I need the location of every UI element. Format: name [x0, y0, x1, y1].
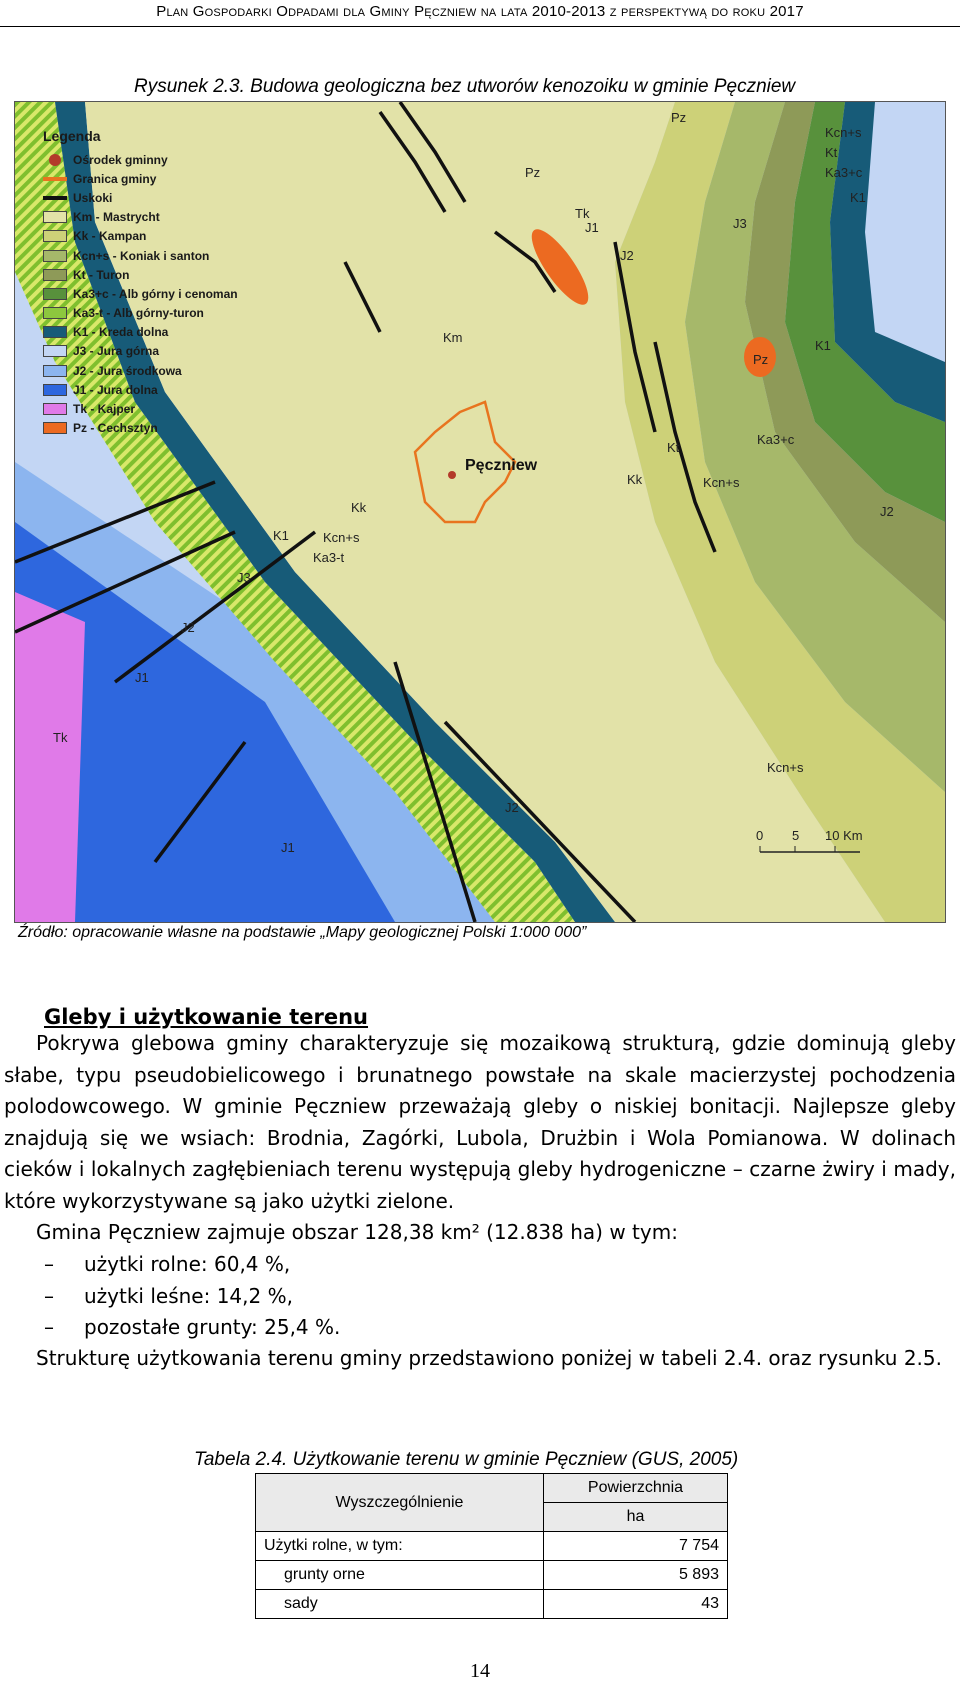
legend-label: J3 - Jura górna [73, 344, 160, 359]
legend-item [43, 246, 238, 265]
header-area: Powierzchnia [544, 1474, 728, 1503]
figure-source: Źródło: opracowanie własne na podstawie „Mapy geologicznej Polski 1:000 000” [18, 924, 587, 941]
row-label: grunty orne [256, 1561, 544, 1590]
map-label: J3 [237, 570, 251, 585]
map-label: Kcn+s [323, 530, 360, 545]
map-label: K1 [273, 528, 289, 543]
header-unit: ha [544, 1503, 728, 1532]
legend-label: Km - Mastrycht [73, 210, 160, 225]
legend-item [43, 399, 238, 418]
legend-swatch [43, 250, 67, 262]
legend-item [43, 284, 238, 303]
map-label: Pz [671, 110, 687, 125]
map-label: J1 [135, 670, 149, 685]
scale-tick: 5 [792, 828, 800, 843]
legend-title: Legenda [43, 128, 101, 144]
map-label: J1 [281, 840, 295, 855]
legend-swatch [43, 365, 67, 377]
header-description: Wyszczególnienie [256, 1474, 544, 1532]
legend-item [43, 169, 238, 188]
map-label: Pz [525, 165, 541, 180]
scale-tick: 0 [756, 828, 764, 843]
legend-swatch [43, 345, 67, 357]
row-label: sady [256, 1590, 544, 1619]
legend-item [43, 150, 238, 169]
legend-item [43, 188, 238, 207]
list-item-text: pozostałe grunty: 25,4 %. [84, 1315, 341, 1339]
legend-swatch [43, 307, 67, 319]
geological-map [14, 101, 946, 923]
map-label: Kk [351, 500, 367, 515]
page-number: 14 [470, 1660, 490, 1682]
map-label: J3 [733, 216, 747, 231]
legend-label: Ośrodek gminny [73, 152, 168, 167]
list-dash: – [44, 1252, 54, 1276]
legend-label: Kt - Turon [73, 267, 130, 282]
legend-label: K1 - Kreda dolna [73, 325, 169, 340]
table-row [256, 1532, 728, 1561]
map-label: Ka3+c [757, 432, 795, 447]
legend-item [43, 361, 238, 380]
map-label: Pz [753, 352, 769, 367]
legend-swatch [43, 403, 67, 415]
list-item-text: użytki leśne: 14,2 %, [84, 1283, 293, 1308]
legend-swatch [49, 154, 61, 166]
row-value: 43 [544, 1590, 728, 1619]
map-label: J2 [505, 800, 519, 815]
paragraph-structure: Strukturę użytkowania terenu gminy przedstawiono poniżej w tabeli 2.4. oraz rysunku 2.5. [36, 1346, 942, 1370]
legend-item [43, 380, 238, 399]
legend-label: J1 - Jura dolna [73, 382, 158, 397]
scale-tick: 10 Km [825, 828, 863, 843]
legend-item [43, 265, 238, 284]
map-label: J2 [620, 248, 634, 263]
legend-label: Ka3-t - Alb górny-turon [73, 306, 204, 321]
map-label: J2 [880, 504, 894, 519]
table-row [256, 1561, 728, 1590]
legend-item [43, 323, 238, 342]
legend-label: Tk - Kajper [73, 402, 136, 417]
legend-item [43, 342, 238, 361]
land-use-table [255, 1473, 728, 1619]
map-legend [43, 128, 238, 438]
map-label: Tk [53, 730, 68, 745]
map-label: Kk [627, 472, 643, 487]
legend-label: Kk - Kampan [73, 229, 147, 244]
map-label: Kcn+s [825, 125, 862, 140]
map-label: Ka3+c [825, 165, 863, 180]
legend-label: Pz - Cechsztyn [73, 421, 158, 436]
legend-swatch [43, 196, 67, 200]
map-label: K1 [850, 190, 866, 205]
figure-caption: Rysunek 2.3. Budowa geologiczna bez utworów kenozoiku w gminie Pęczniew [134, 76, 796, 97]
legend-item [43, 227, 238, 246]
row-label: Użytki rolne, w tym: [256, 1532, 544, 1561]
map-label: K1 [815, 338, 831, 353]
row-value: 5 893 [544, 1561, 728, 1590]
legend-label: Granica gminy [73, 171, 157, 186]
legend-item [43, 419, 238, 438]
land-use-list [44, 1249, 340, 1344]
legend-label: Uskoki [73, 190, 113, 205]
map-label: Kt [825, 145, 838, 160]
list-item-text: użytki rolne: 60,4 %, [84, 1252, 291, 1276]
legend-swatch [43, 422, 67, 434]
legend-swatch [43, 211, 67, 223]
list-item [44, 1312, 340, 1344]
paragraph-soils: Pokrywa glebowa gminy charakteryzuje się mozaikową strukturą, gdzie dominują gleby słabe, typu pseudobielicowego i brunatnego powstałe na skale macierzystej pochodzenia polodowcowego. W gminie Pęczniew przeważają gleby o niskiej bonitacji. Najlepsze gleby znajdują się we wsiach: Brodnia, Zagórki, Lubola, Drużbin i Wola Pomianowa. W dolinach cieków i lokalnych zagłębieniach terenu występują gleby hydrogeniczne – czarne żwiry i mady, które wykorzystywane są jako użytki zielone. [4, 1031, 956, 1213]
map-label: J1 [585, 220, 599, 235]
list-item [44, 1249, 340, 1281]
legend-label: Ka3+c - Alb górny i cenoman [73, 286, 238, 301]
table-caption: Tabela 2.4. Użytkowanie terenu w gminie Pęczniew (GUS, 2005) [194, 1449, 739, 1470]
legend-swatch [43, 177, 67, 181]
map-label: J2 [181, 620, 195, 635]
map-label: Kt [667, 440, 680, 455]
legend-swatch [43, 384, 67, 396]
table-header-row [256, 1474, 728, 1503]
table-row [256, 1590, 728, 1619]
paragraph-area: Gmina Pęczniew zajmuje obszar 128,38 km² (12.838 ha) w tym: [36, 1220, 678, 1244]
legend-swatch [43, 269, 67, 281]
legend-item [43, 304, 238, 323]
legend-swatch [43, 326, 67, 338]
legend-item [43, 208, 238, 227]
legend-swatch [43, 288, 67, 300]
map-label: Ka3-t [313, 550, 345, 565]
section-title: Gleby i użytkowanie terenu [44, 1005, 369, 1029]
map-label: Kcn+s [703, 475, 740, 490]
legend-label: J2 - Jura środkowa [73, 363, 182, 378]
legend-label: Kcn+s - Koniak i santon [73, 248, 210, 263]
map-label: Km [443, 330, 463, 345]
running-header: Plan Gospodarki Odpadami dla Gminy Pęczniew na lata 2010-2013 z perspektywą do roku 2017 [0, 0, 960, 27]
town-label: Pęczniew [465, 457, 538, 474]
list-dash: – [44, 1283, 54, 1308]
map-label: Kcn+s [767, 760, 804, 775]
list-item [44, 1281, 340, 1313]
legend-swatch [43, 230, 67, 242]
list-dash: – [44, 1315, 54, 1339]
row-value: 7 754 [544, 1532, 728, 1561]
map-label: Tk [575, 206, 590, 221]
